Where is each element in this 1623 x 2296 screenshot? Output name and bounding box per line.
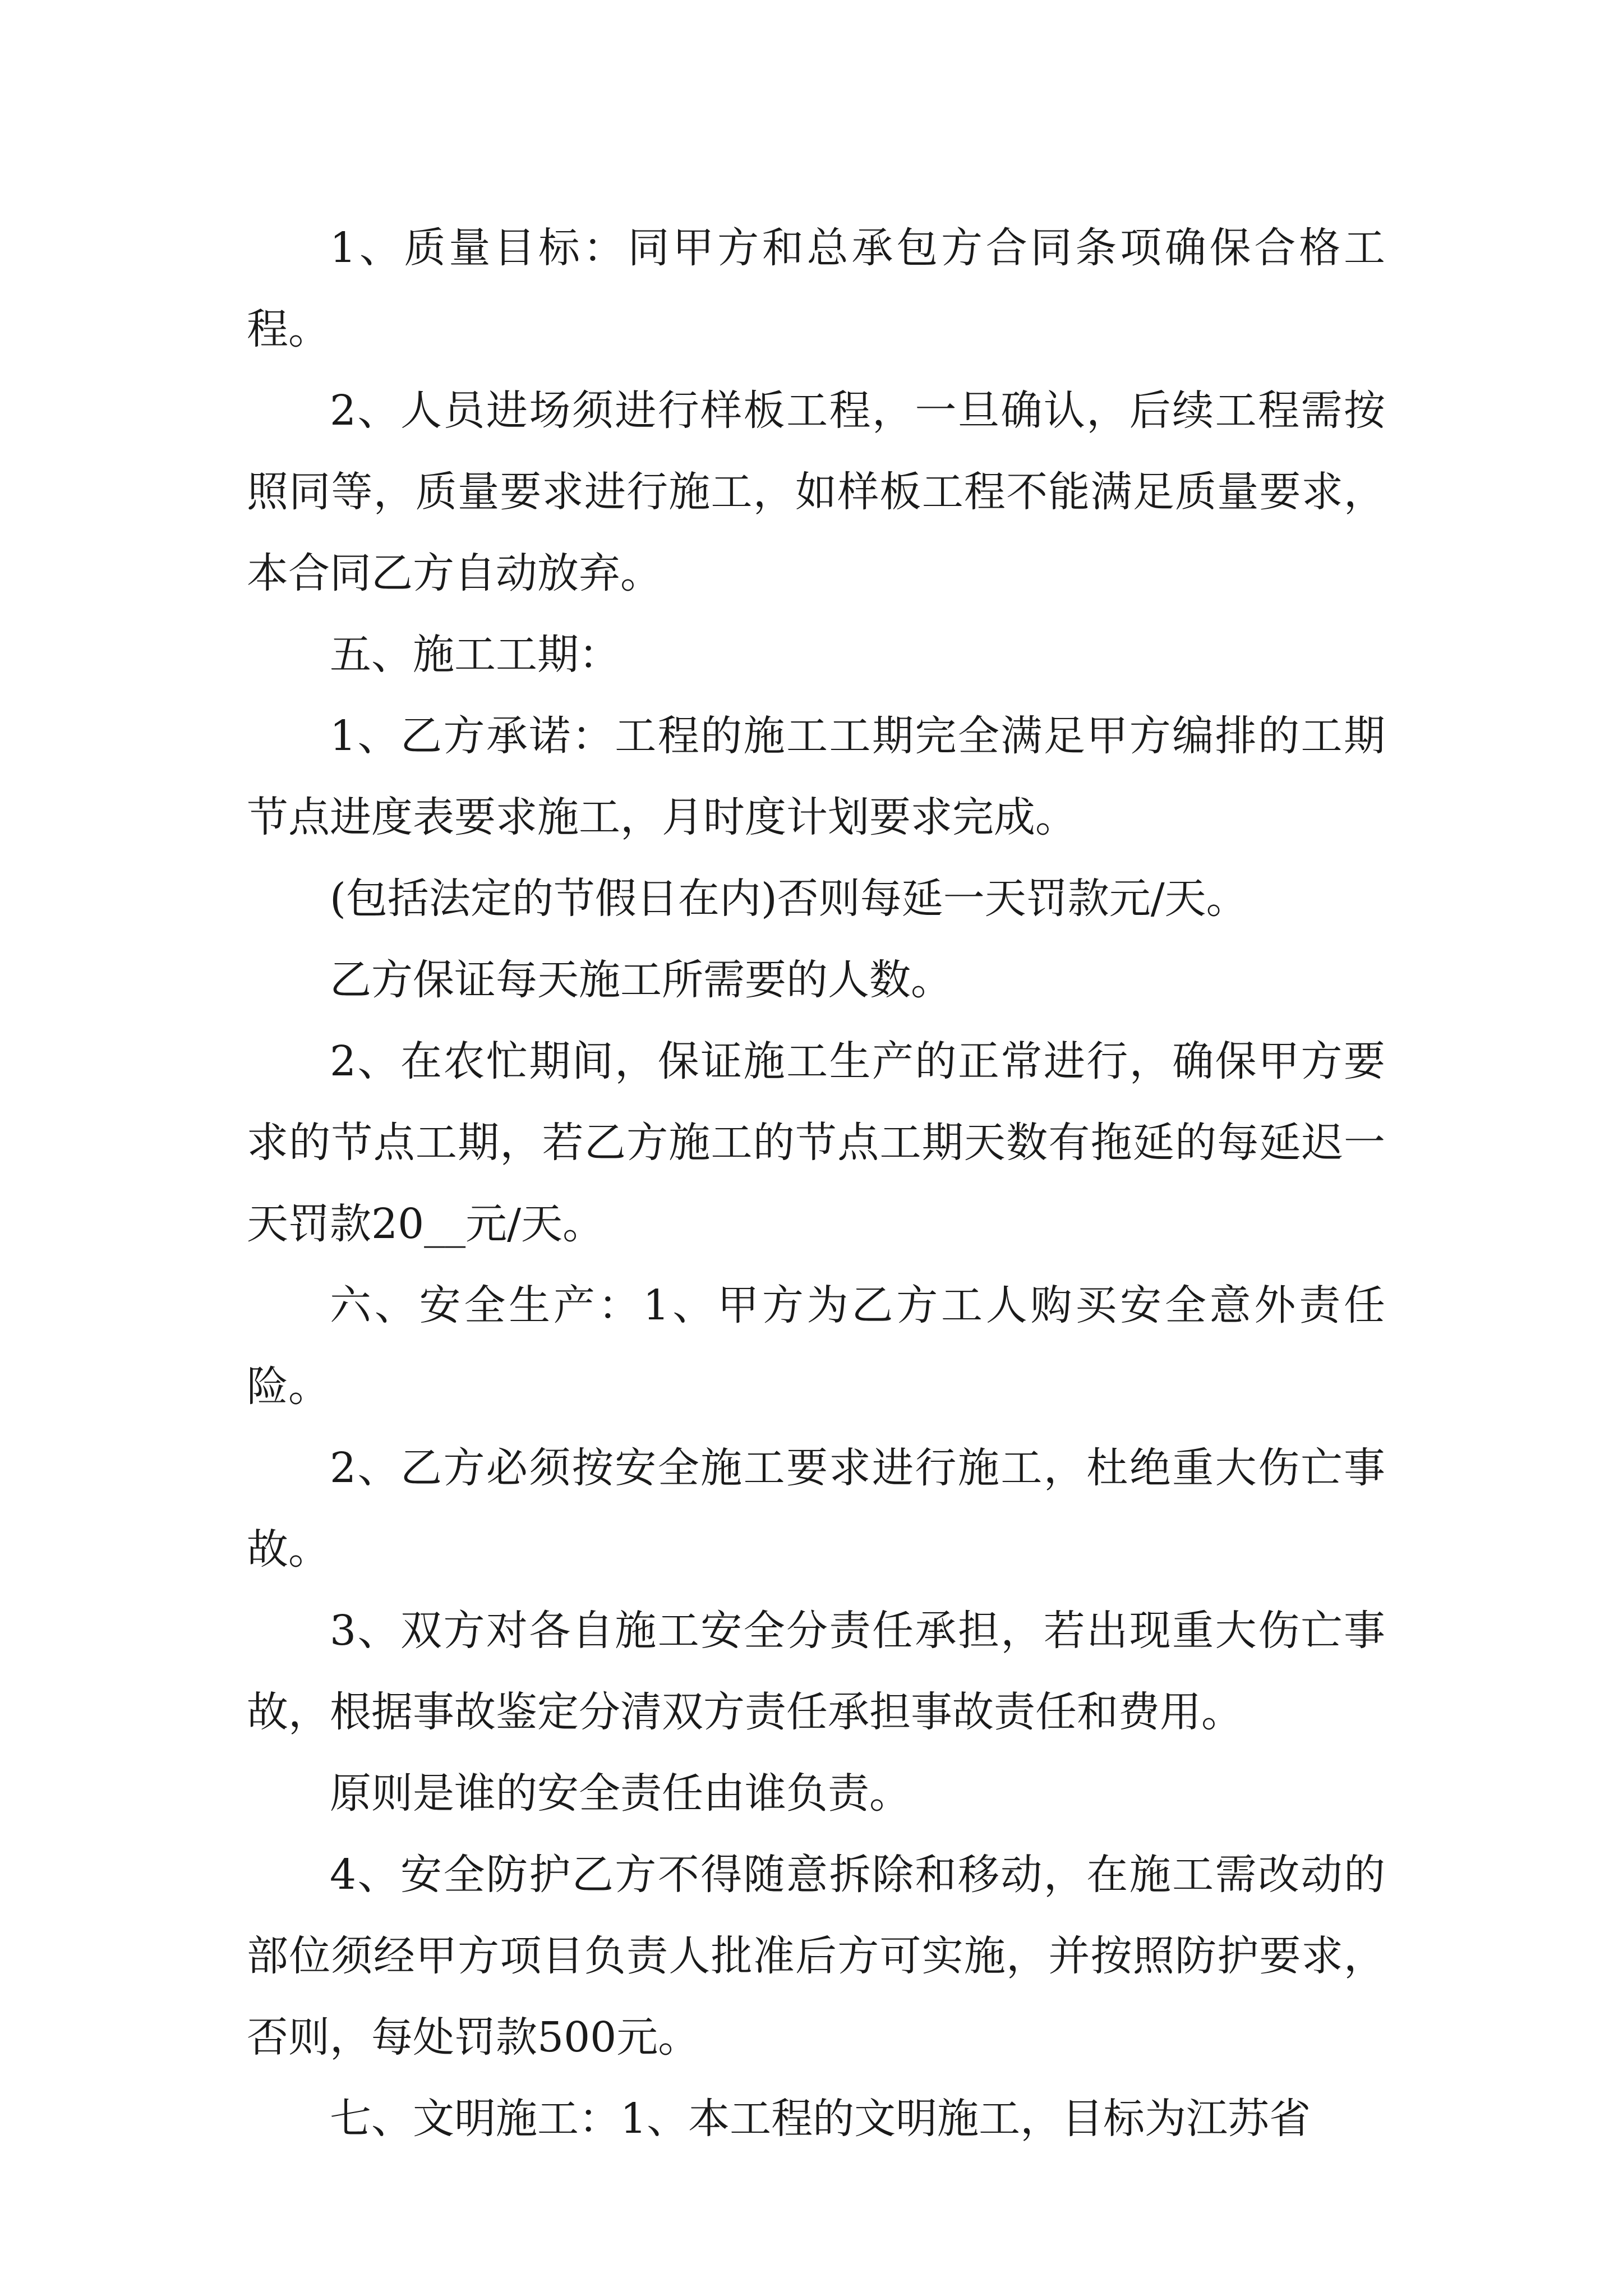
paragraph-busy-season: 2、在农忙期间，保证施工生产的正常进行，确保甲方要求的节点工期，若乙方施工的节点工期天数有拖延的每延迟一天罚款20__元/天。 [247, 1037, 1385, 1248]
heading-safety-production: 六、安全生产：1、甲方为乙方工人购买安全意外责任险。 [247, 1281, 1385, 1411]
paragraph-safety-requirements: 2、乙方必须按安全施工要求进行施工，杜绝重大伤亡事故。 [247, 1444, 1385, 1573]
contract-text-body [247, 208, 1385, 2160]
paragraph-responsibility-principle: 原则是谁的安全责任由谁负责。 [330, 1769, 911, 1818]
paragraph-safety-protection: 4、安全防护乙方不得随意拆除和移动，在施工需改动的部位须经甲方项目负责人批准后方可实施，并按照防护要求，否则，每处罚款500元。 [247, 1851, 1385, 2062]
paragraph-safety-responsibility: 3、双方对各自施工安全分责任承担，若出现重大伤亡事故，根据事故鉴定分清双方责任承担事故责任和费用。 [247, 1607, 1385, 1736]
paragraph-quality-target: 1、质量目标：同甲方和总承包方合同条项确保合格工程。 [247, 224, 1385, 353]
heading-construction-period: 五、施工工期： [330, 631, 620, 679]
paragraph-holiday-penalty: (包括法定的节假日在内)否则每延一天罚款元/天。 [330, 875, 1248, 923]
paragraph-sample-project: 2、人员进场须进行样板工程，一旦确认，后续工程需按照同等，质量要求进行施工，如样板工程不能满足质量要求，本合同乙方自动放弃。 [247, 386, 1385, 597]
paragraph-daily-staffing: 乙方保证每天施工所需要的人数。 [330, 956, 952, 1004]
heading-civilized-construction: 七、文明施工：1、本工程的文明施工，目标为江苏省 [330, 2095, 1311, 2143]
paragraph-contractor-commitment: 1、乙方承诺：工程的施工工期完全满足甲方编排的工期节点进度表要求施工，月时度计划要求完成。 [247, 712, 1385, 841]
